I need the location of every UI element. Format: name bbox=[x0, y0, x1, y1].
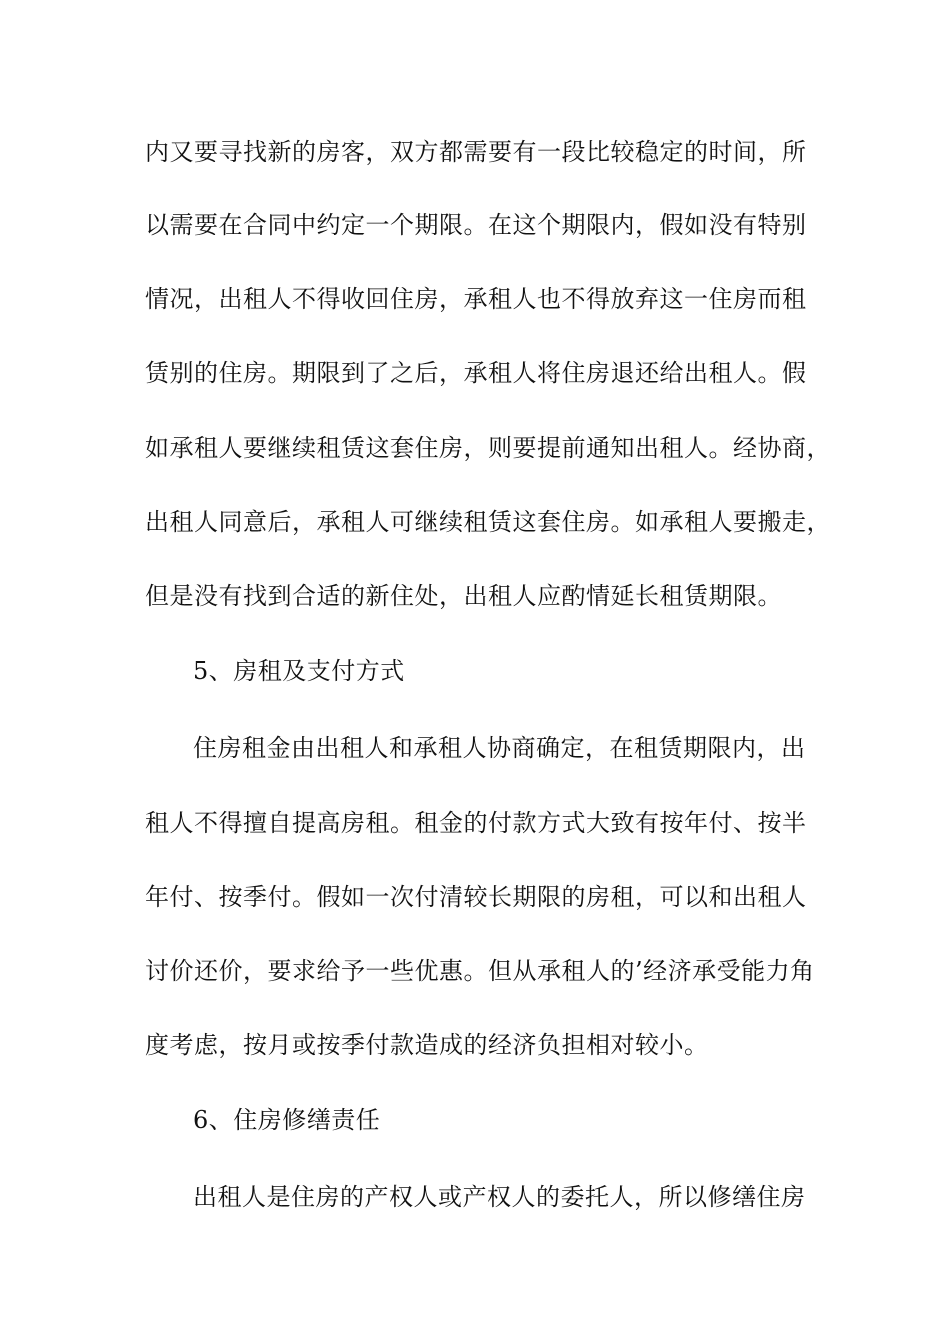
paragraph-line: 讨价还价，要求给予一些优惠。但从承租人的’经济承受能力角 bbox=[145, 957, 815, 985]
paragraph-line: 但是没有找到合适的新住处，出租人应酌情延长租赁期限。 bbox=[145, 582, 782, 610]
paragraph-line: 赁别的住房。期限到了之后，承租人将住房退还给出租人。假 bbox=[145, 359, 807, 387]
section-heading-rent-payment: 5、房租及支付方式 bbox=[193, 657, 405, 685]
paragraph-line: 内又要寻找新的房客，双方都需要有一段比较稳定的时间，所 bbox=[145, 138, 807, 166]
paragraph-line: 住房租金由出租人和承租人协商确定，在租赁期限内，出 bbox=[193, 734, 806, 762]
paragraph-line: 租人不得擅自提高房租。租金的付款方式大致有按年付、按半 bbox=[145, 809, 807, 837]
paragraph-line: 出租人同意后，承租人可继续租赁这套住房。如承租人要搬走， bbox=[145, 508, 831, 536]
paragraph-line: 度考虑，按月或按季付款造成的经济负担相对较小。 bbox=[145, 1031, 709, 1059]
section-heading-repair-responsibility: 6、住房修缮责任 bbox=[193, 1106, 381, 1134]
paragraph-line: 如承租人要继续租赁这套住房，则要提前通知出租人。经协商， bbox=[145, 434, 831, 462]
paragraph-line: 情况，出租人不得收回住房，承租人也不得放弃这一住房而租 bbox=[145, 285, 807, 313]
paragraph-line: 出租人是住房的产权人或产权人的委托人，所以修缮住房 bbox=[193, 1183, 806, 1211]
paragraph-line: 年付、按季付。假如一次付清较长期限的房租，可以和出租人 bbox=[145, 883, 807, 911]
paragraph-line: 以需要在合同中约定一个期限。在这个期限内，假如没有特别 bbox=[145, 211, 807, 239]
